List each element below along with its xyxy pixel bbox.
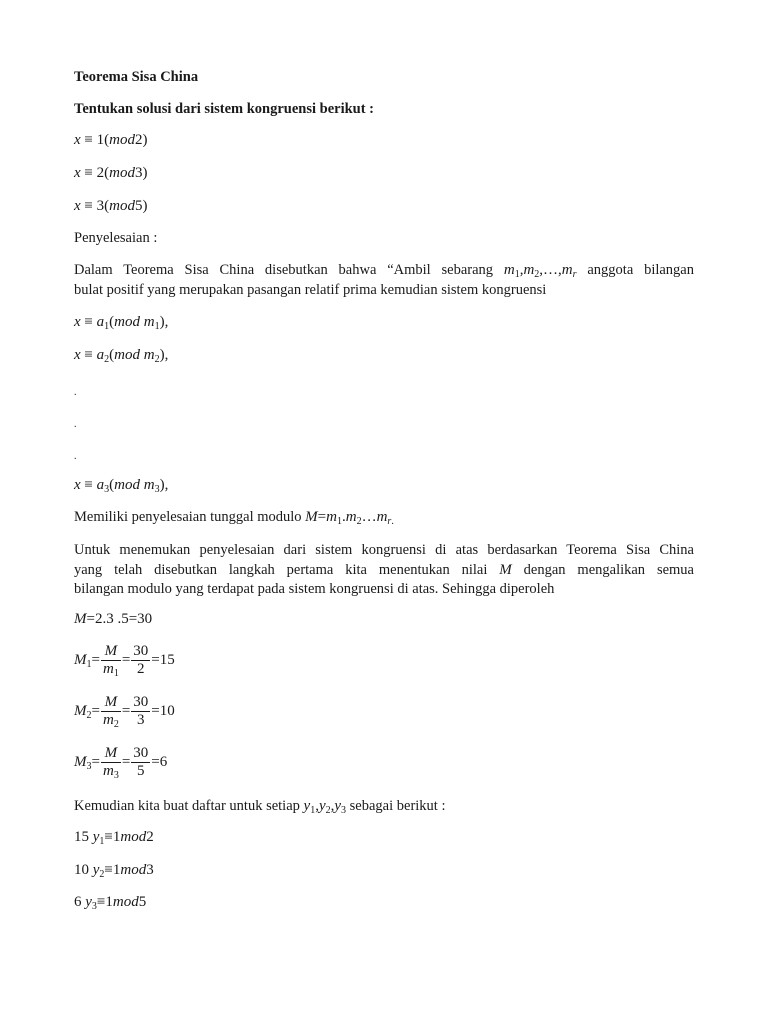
list-intro-line: Kemudian kita buat daftar untuk setiap $y_1,y_2,y_3$ sebagai berikut :: [74, 798, 446, 816]
congruence-3: x ≡ 3(mod5): [74, 198, 148, 214]
m2-calculation: $M_2=$ $\frac{M}{m_2}$ = $\frac{30}{3}$ =10: [74, 694, 175, 731]
y-congruence-1: 15 $y_1\equiv 1mod2$: [74, 829, 154, 847]
solution-label: Penyelesaian :: [74, 230, 158, 246]
y-congruence-2: 10 $y_2\equiv 1mod3$: [74, 862, 154, 880]
big-m-calculation: M=2.3 .5=30: [74, 611, 153, 627]
method-line-1: Untuk menemukan penyelesaian dari sistem kongruensi di atas berdasarkan Teorema Sisa China: [74, 542, 694, 558]
method-line-2: yang telah disebutkan langkah pertama kita menentukan nilai M dengan mengalikan semua: [74, 561, 694, 578]
y-variables: $y_1,y_2,y_3$: [303, 798, 347, 816]
modulus-product: $M=m_1.m_2\dots m_{r.}$: [305, 509, 394, 527]
method-paragraph: [74, 541, 694, 600]
m3-calculation: $M_3=$ $\frac{M}{m_3}$ = $\frac{30}{5}$ =6: [74, 745, 168, 782]
unique-solution-line: Memiliki penyelesaian tunggal modulo $M=m_1.m_2\dots m_{r.}$: [74, 509, 394, 527]
theorem-line-2: bulat positif yang merupakan pasangan relatif prima kemudian sistem kongruensi: [74, 281, 547, 298]
congruence-1: x ≡ 1(mod2): [74, 132, 148, 148]
ellipsis-dot-1: .: [74, 387, 77, 398]
theorem-paragraph: [74, 261, 694, 300]
document-title: Teorema Sisa China: [74, 69, 199, 85]
ellipsis-dot-2: .: [74, 419, 77, 430]
moduli-list: $m_1,m_2,\dots,m_r$: [503, 262, 577, 280]
general-congruence-3: $x \equiv a_3(mod$ $m_3$),: [74, 477, 169, 495]
congruence-2: x ≡ 2(mod3): [74, 165, 148, 181]
general-congruence-2: $x \equiv a_2(mod$ $m_2$),: [74, 347, 169, 365]
y-congruence-3: 6 $y_3\equiv 1mod5$: [74, 894, 147, 912]
m1-calculation: $M_1=$ $\frac{M}{m_1}$ = $\frac{30}{2}$ =15: [74, 643, 175, 680]
method-line-3: bilangan modulo yang terdapat pada sistem kongruensi di atas. Sehingga diperoleh: [74, 581, 555, 597]
ellipsis-dot-3: .: [74, 451, 77, 462]
problem-heading: Tentukan solusi dari sistem kongruensi berikut :: [74, 101, 375, 117]
theorem-line-1: Dalam Teorema Sisa China disebutkan bahwa “Ambil sebarang $m_1,m_2,\dots,m_r$ anggota bilangan: [74, 262, 694, 280]
general-congruence-1: $x \equiv a_1(mod$ $m_1$),: [74, 314, 169, 332]
